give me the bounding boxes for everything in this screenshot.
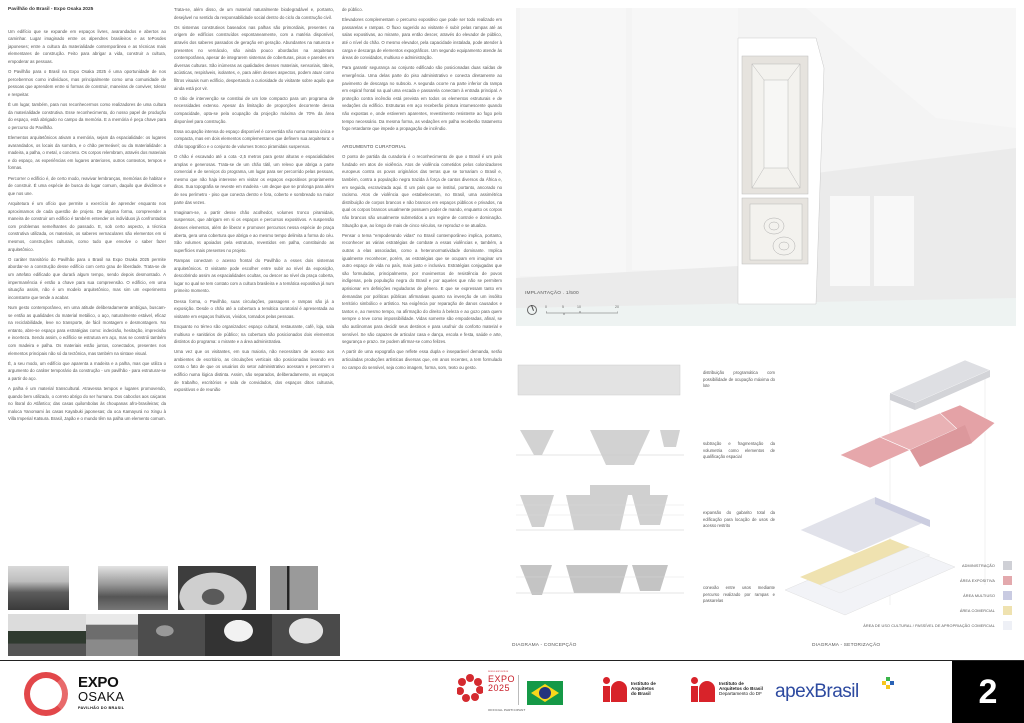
legend-label: ÁREA EXPOSITIVA bbox=[960, 578, 995, 583]
paragraph: É, a seu modo, um edifício que aparenta a madeira e a palha, mas que utiliza o argumento do caráter temporário da construção - um pavilhão - para estruturar-se a partir do aço. bbox=[8, 360, 166, 381]
paragraph: de público. bbox=[342, 7, 363, 12]
diagram-note: conexão entre usos mediante percurso realizado por rampas e passarelas bbox=[703, 585, 775, 604]
iab-text-line: Instituto de bbox=[719, 681, 744, 686]
paragraph: Elevadores complementam o percurso expositivo que pode ser todo realizado em passarelas e rampas. O fluxo sugerido ao visitante é subir pelas rampas até as salas expositivas, ao mirante, para então descer, através do elevador de público, até o nível do chão. O mesmo elevador, pela capacidade instalada, pode atender à carga e descarga de elementos expográficos. Um segundo equipamento atende às áreas de convidados, multiuso e administração. bbox=[342, 17, 502, 61]
legend-item bbox=[812, 620, 1012, 631]
reference-photo bbox=[8, 614, 86, 656]
reference-photo-grid bbox=[8, 566, 340, 656]
paragraph: Percorrer o edifício é, de certo modo, reavivar lembranças, memórias de habitar e de construir. É uma espécie de busca do lugar comum, daquilo que dividimos e que nos une. bbox=[8, 175, 166, 196]
reference-photo bbox=[86, 614, 138, 656]
paragraph: Num gesto contemporâneo, em uma atitude deliberadamente ambígua, buscam-se então as qualidades do material metálico, o aço, naturalmente estável, eficaz na reciclabilidade, leve no transporte, de fácil montagem e desmontagem. No entanto, abre-se espaço para estratégias como: indecisão, hesitação, imprecisão e incerteza. Sendo assim, o edifício se estrutura em aço, mas se constrói também com madeira e palha. Os materiais estão juntos, conectados, presentes nos elementos principais não só da tectônica, mas também na sintaxe visual. bbox=[8, 304, 166, 356]
expo2025-line: 2025 bbox=[488, 683, 511, 693]
conception-diagram bbox=[510, 355, 690, 640]
scale-tick: 20 bbox=[615, 305, 619, 309]
legend-label: ÁREA MULTIUSO bbox=[963, 593, 995, 598]
paragraph: É um lugar, também, para nos reconhecermos como realizadores de uma cultura da materialidade construtiva. Esse reconhecimento, do nosso papel de produção do espaço, está abrigado no campo da memória. E a memória é peça chave para o percurso do Pavilhão. bbox=[8, 102, 166, 130]
legend-swatch bbox=[1003, 621, 1012, 630]
legend-item bbox=[812, 575, 1012, 586]
legend-swatch bbox=[1003, 606, 1012, 615]
paragraph: Um edifício que se expande em espaços livres, avarandados e abertos ao caminhar. Lugar imaginado entre os alpendres brasileiros e as tePosdes japoneses; entre a cultura da materialidade contemporânea e as técnicas mais elementares de construção. Feito para abrigar a vida, construir a cultura, empoderar as pessoas. bbox=[8, 28, 166, 64]
footer-logo-bar bbox=[0, 660, 1024, 723]
paragraph: Uma vez que os visitantes, em sua maioria, não necessitam de acesso aos ambientes de escritório, as circulações verticais são posicionadas levando em conta o fato de que os usuários do setor administrativo acessam e percorrem o edifício numa lógica distinta. Assim, são separados, deliberadamente, os espaços de trabalho, escritórios e sala de convidados, dos espaços ditos culturais, expositivos e de reunião bbox=[174, 349, 334, 393]
scale-tick: 10 bbox=[577, 305, 581, 309]
paragraph: O sítio de intervenção se constitui de um lote compacto para um programa de necessidades extenso. Apesar da limitação de proporções decorrente dessa compacidade, opta-se pela ocupação da projeção máxima de 70% da área disponível para construção. bbox=[174, 95, 334, 124]
paragraph: O chão é escavado até a cota -2,5 metros para gerar alturas e espacialidades amplas e generosas. Trata-se de um chão tátil, um relevo que abriga a parte comercial e de serviços do programa, um lugar para ser percorrido pelas pessoas, mesmo que não haja interesse em visitar os espaços expositivos propriamente ditos. Sua topografia se reveste em madeira - um deque que se prolonga para além de seu perímetro - piso que conecta dentro e fora, coberto e sombreado na maior parte das vezes. bbox=[174, 154, 334, 205]
iab-logo-icon bbox=[602, 677, 628, 703]
sector-legend bbox=[812, 560, 1012, 635]
divider bbox=[518, 675, 519, 705]
reference-photo bbox=[138, 614, 205, 656]
apex-plus-icon bbox=[882, 677, 893, 688]
paragraph: O Pavilhão para o Brasil na Expo Osaka 2025 é uma oportunidade de nos percebermos como indivíduos, mas principalmente como uma comunidade de pessoas que aprendem entre si formas de construir, maneiras de conviver, tolerar e respeitar. bbox=[8, 69, 166, 97]
curatorial-heading: ARGUMENTO CURATORIAL bbox=[342, 143, 407, 149]
reference-photo bbox=[205, 614, 272, 656]
paragraph: Enquanto no térreo são organizados: espaço cultural, restaurante, café, loja, sala multiuso e sanitários de público; na cobertura são posicionados dois elementos distintos do programa: o mirante e a área administrativa. bbox=[174, 323, 334, 345]
paragraph: Para garantir segurança ao conjunto edificado são posicionadas duas saídas de emergência. Uma delas parte do piso administrativo e conecta diretamente ao pavimento de descarga no subsolo. A segunda ocorre na parte inferior da rampa em espiral frontal na qual uma escada e passarela conectam à entrada principal. A proteção contra incêndio está prevista em todos os elementos estruturais e de vedações do edifício. Estruturas em aço receberão pintura intumescente quando não expostas e, onde estiverem aparentes, revestimento resistente ao fogo pelo tempo necessário. Da mesma forma, as vedações em palha receberão tratamento fogo retardante que impede a propagação de incêndio. bbox=[342, 65, 502, 132]
iab-text-line: do Brasil bbox=[631, 691, 651, 697]
paragraph: Os sistemas construtivos baseados nas palhas são primordiais, presentes na origem de edifícios construídos espontaneamente, com a matéria disponível, através dos saberes passados de geração em geração. Abundantes na natureza e presentes no vernáculo, são ainda pouco abordados na arquitetura contemporânea, apesar de integrarem sistemas de coberturas, pisos e paredes em diversas culturas. São inúmeras as qualidades desses materiais, sensoriais, táteis, acústicas, respiráveis, isolantes, e, para além desses aspectos, podem atuar como filtros visuais num edifício, despertando a curiosidade do visitante sobre aquilo que ainda está por vir. bbox=[174, 24, 334, 91]
scale-tick: 5 bbox=[562, 305, 564, 309]
sectorization-caption: DIAGRAMA - SETORIZAÇÃO bbox=[812, 643, 881, 648]
iab-logo-text bbox=[631, 681, 656, 697]
brazil-flag-icon bbox=[527, 681, 563, 705]
expo2025-logo-icon bbox=[457, 674, 483, 702]
legend-swatch bbox=[1003, 591, 1012, 600]
iab-text-line: Instituto de bbox=[631, 681, 656, 686]
site-plan-label: IMPLANTAÇÃO . 1/500 bbox=[525, 291, 579, 296]
paragraph: O ponto de partida da curadoria é o reconhecimento de que o Brasil é um país fundado em atos de violência. Atos de violência cometidos pelos colonizadores europeus contra os povos originários das terras que se tornariam o Brasil e, também, contra a população negra trazida à força de cantos diversos da África e, em seguida, escravizada aqui. É um país que se instituí, portanto, ancorado no racismo. Atos de violência que estabeleceram, no Brasil, uma assimétrica distribuição de corpos brancos e não brancos em espaços públicos e privados, na qual os corpos brancos usualmente possuem poder de mando, enquanto os corpos não brancos são usualmente submetidos a um regime de controle e dominação. Situação que, ao longo de mais de cinco séculos, se reproduz e se atualiza. bbox=[342, 154, 502, 228]
north-arrow-icon bbox=[527, 305, 537, 315]
iab-df-logo-icon bbox=[690, 677, 716, 703]
page-number: 2 bbox=[952, 661, 1024, 723]
legend-label: ÁREA COMERCIAL bbox=[959, 608, 995, 613]
site-plan bbox=[516, 8, 1016, 326]
expo2025-tagline: WORLD EXPOSITION bbox=[488, 671, 509, 673]
pavilion-label: PAVILHÃO DO BRASIL bbox=[78, 706, 125, 710]
reference-photo bbox=[8, 566, 69, 610]
reference-photo bbox=[178, 566, 256, 610]
paragraph: Elementos arquitetônicos ativam a memória, sejam da espacialidade: os lugares avarandados, os locais da sombra, e o chão permeável; ou da materialidade: a madeira, a palha, o metal, o concreto. Os corpos relembram, através dos materiais e do espaço, as experiências em lugares anteriores, outros contextos, tempos e formas. bbox=[8, 135, 166, 171]
iab-text-line: Arquitetos bbox=[631, 686, 654, 692]
iab-text-line: Arquitetos do Brasil bbox=[719, 686, 763, 692]
paragraph: Pensar o tema "empoderando vidas" no Brasil contemporâneo implica, portanto, reconhecer as várias estratégias de combate a essas violências e, também, a outras a elas associadas, como a heteronormatividade dominante. Implica igualmente reconhecer, porém, as estratégias que se ocupam em imaginar um outro espaço de vida no país, mais justo e inclusivo. Estratégias conjugadas que são formuladas, principalmente, por movimentos de resistência de povos indígenas, pela população negra do Brasil e por aqueles que não se permitem aprisionar em definições reguladoras de gênero. E que se expressam tanto em demandas por políticas públicas afirmativas quanto na invenção de um insólito território simbólico e artístico. Na exigência por reparação de danos causados e tantos e, ao mesmo tempo, na afirmação do direito à beleza e ao gozo para quem sempre o teve como impossibilidade. Vidas somente são empoderadas, afinal, se são autônomas para decidir seus destinos e para usufruir do conforto material e sensível. Se são capazes de articular casa e dança, escola e festa, saúde e arte, segurança e prazo. Se podem afirmar-se como felizes. bbox=[342, 232, 502, 345]
osaka-logo-word: OSAKA bbox=[78, 689, 125, 704]
legend-item bbox=[812, 560, 1012, 571]
diagram-note: expansão do gabarito total da edificação para locação de usos de acesso restrito bbox=[703, 510, 775, 529]
legend-swatch bbox=[1003, 561, 1012, 570]
legend-item bbox=[812, 605, 1012, 616]
paragraph: Imaginam-se, a partir desse chão acolhedor, volumes tronco piramidais, suspensos, que abrigam em si os espaços e percursos expositivos. A suspensão desses elementos, além de liberar e promover percursos nessa espécie de praça aberta, gera uma cobertura que abriga e ao mesmo tempo delimita a forma do céu. São volumes apoiados pela estrutura, revestidos em palha, constituindo as superfícies mais presentes no projeto. bbox=[174, 209, 334, 253]
paragraph: A palha é um material transcultural. Atravessa tempos e lugares promovendo, quando bem utilizado, o correto abrigo do ser humano. Dos caboclos aos caiçaras no litoral do Atlântico; das casas quilombolas às choupanas afro-brasileiras; da maloca Yanomami às casas Kayabuki japonesas; da oca Kamayurá no Xingu à Villa Imperial Katsura. Brasil, Japão e o mundo têm na palha um elemento comum. bbox=[8, 386, 166, 422]
paragraph: Trata-se, além disso, de um material naturalmente biodegradável e, portanto, desejável no sentido da responsabilidade social dentro do ciclo da construção civil. bbox=[174, 7, 334, 20]
reference-photo bbox=[270, 566, 318, 610]
expo2025-line: EXPO bbox=[488, 674, 516, 684]
legend-swatch bbox=[1003, 576, 1012, 585]
legend-label: ADMINISTRAÇÃO bbox=[962, 563, 995, 568]
paragraph: O caráter transitório do Pavilhão para o Brasil na Expo Osaka 2025 permite abordar-se a construção desse edifício com certo grau de liberdade. Trata-se de um artefato edificado que durará algum tempo, sendo depois desmontado. A impermanência é então a chave para sua compreensão. O edifício, em uma situação assim, não é um modelo arquitetônico, mas sim um experimento inconstante que tende a acabar. bbox=[8, 256, 166, 300]
expo-logo-word: EXPO bbox=[78, 674, 119, 691]
legend-label: ÁREA DE USO CULTURAL / PASSÍVEL DE APROPRIAÇÃO COMERCIAL bbox=[863, 623, 995, 628]
diagram-note: distribuição programática com possibilidade de ocupação máxima do lote bbox=[703, 370, 775, 389]
apex-brasil-logo: apexBrasil bbox=[775, 681, 859, 702]
text-column-1 bbox=[8, 6, 166, 426]
diagram-note: subtração e fragmentação da volumetria como elementos de qualificação espacial bbox=[703, 441, 775, 460]
paragraph: Rampas conectam o acesso frontal do Pavilhão a esses dois sistemas arquitetônicos. O visitante pode escolher entre subir ao nível da exposição, descobrindo assim as espacialidades ocultas, ou descer ao nível da praça coberta, lugar no qual se tem contato com a cultura brasileira e a temática expositiva já num primeiro momento. bbox=[174, 257, 334, 294]
scale-bar bbox=[545, 305, 619, 316]
expo2025-wordmark bbox=[488, 675, 515, 693]
reference-photo bbox=[98, 566, 168, 610]
official-participant-label: OFFICIAL PARTICIPANT bbox=[488, 708, 526, 712]
scale-tick: 0 bbox=[545, 305, 547, 309]
text-column-3 bbox=[342, 6, 502, 374]
text-column-2 bbox=[174, 6, 334, 396]
reference-photo bbox=[272, 614, 340, 656]
iab-df-logo-text bbox=[719, 681, 763, 697]
paragraph: Arquitetura é um ofício que permite o exercício de aprender enquanto nos aproximamos de cada questão de projeto. De alguma forma, compreender a maneira de construir um edifício é também entender os indivíduos já confrontados com problemas semelhantes do passado. E, sob certo aspecto, a técnica construtiva utilizada, os materiais, os saberes vernaculares são elementos em si mesmos, construções culturais, como tudo que envolve o saber fazer arquitetônico. bbox=[8, 201, 166, 252]
document-title: Pavilhão do Brasil - Expo Osaka 2025 bbox=[8, 7, 94, 12]
paragraph: Dessa forma, o Pavilhão, suas circulações, passagens e rampas são já a exposição. Desde o chão até a cobertura a temática curatorial é apresentada ao visitante em espaços fruitivos, vívidos, tomados pelas pessoas. bbox=[174, 298, 334, 319]
paragraph: Essa ocupação intensa do espaço disponível é convertida não numa massa única e compacta, mas em dois elementos complementares que definem sua arquitetura: o chão topográfico e o conjunto de volumes tronco piramidais suspensos. bbox=[174, 128, 334, 149]
legend-item bbox=[812, 590, 1012, 601]
paragraph: A partir de uma expografia que reflete essa dupla e inseparável demanda, serão articuladas produções artísticas diversas que, em anos recentes, a tem formulado no campo do sensível, seja como imagem, forma, som, texto ou gesto. bbox=[342, 349, 502, 370]
iab-text-line: Departamento do DF bbox=[719, 691, 762, 697]
conception-caption: DIAGRAMA - CONCEPÇÃO bbox=[512, 643, 577, 648]
expo-osaka-ring-logo-icon bbox=[24, 672, 68, 716]
